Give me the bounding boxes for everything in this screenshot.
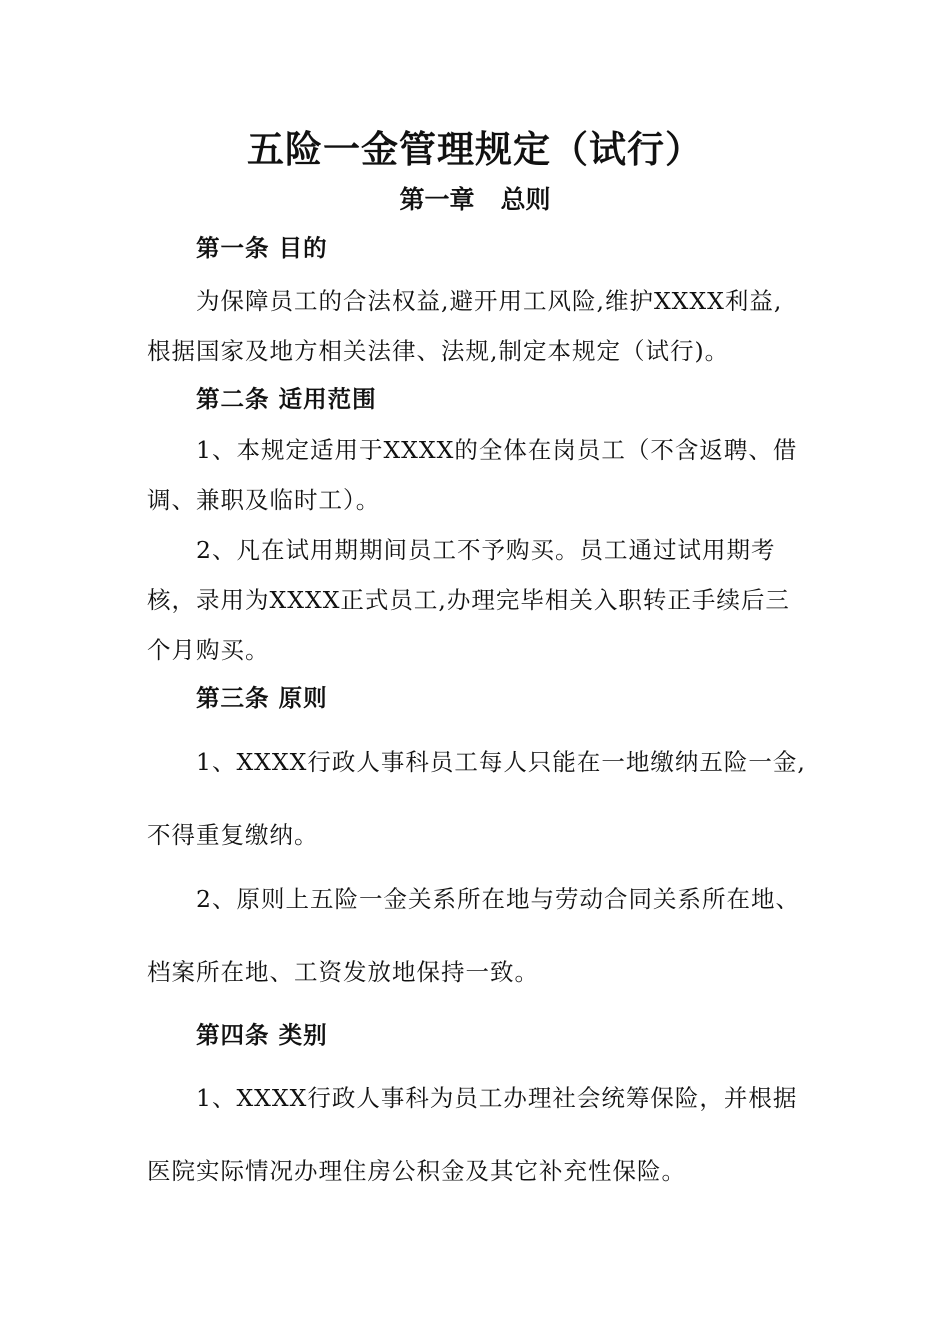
article-2-heading: 第二条 适用范围 bbox=[196, 385, 377, 413]
chapter-heading bbox=[0, 180, 950, 220]
article-3-text-line: 1、XXXX行政人事科员工每人只能在一地缴纳五险一金, bbox=[196, 748, 806, 776]
article-1-text-line: 根据国家及地方相关法律、法规,制定本规定（试行)。 bbox=[147, 337, 730, 365]
article-3-text-line: 2、原则上五险一金关系所在地与劳动合同关系所在地、 bbox=[196, 885, 800, 913]
chapter-number: 第一章 bbox=[399, 185, 475, 214]
article-2-text-line: 2、凡在试用期期间员工不予购买。员工通过试用期考 bbox=[196, 536, 776, 564]
article-4-text-line: 1、XXXX行政人事科为员工办理社会统筹保险，并根据 bbox=[196, 1084, 798, 1112]
article-2-text-line: 调、兼职及临时工）。 bbox=[147, 486, 381, 514]
article-2-text-line: 个月购买。 bbox=[147, 636, 270, 664]
article-2-text-line: 1、本规定适用于XXXX的全体在岗员工（不含返聘、借 bbox=[196, 436, 798, 464]
article-1-heading: 第一条 目的 bbox=[196, 234, 328, 262]
article-3-text-line: 不得重复缴纳。 bbox=[147, 821, 319, 849]
article-4-heading: 第四条 类别 bbox=[196, 1021, 328, 1049]
article-2-text-line: 核，录用为XXXX正式员工,办理完毕相关入职转正手续后三 bbox=[147, 586, 790, 614]
article-3-heading: 第三条 原则 bbox=[196, 684, 328, 712]
chapter-name: 总则 bbox=[500, 185, 551, 214]
document-title: 五险一金管理规定（试行） bbox=[247, 127, 703, 171]
article-4-text-line: 医院实际情况办理住房公积金及其它补充性保险。 bbox=[147, 1157, 686, 1185]
article-1-text-line: 为保障员工的合法权益,避开用工风险,维护XXXX利益, bbox=[196, 287, 783, 315]
article-3-text-line: 档案所在地、工资发放地保持一致。 bbox=[147, 958, 539, 986]
